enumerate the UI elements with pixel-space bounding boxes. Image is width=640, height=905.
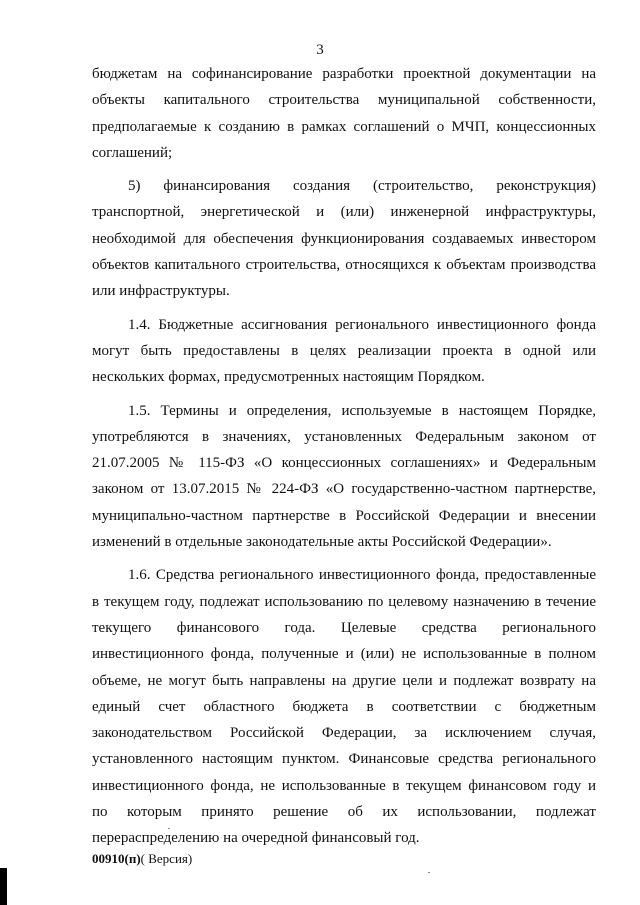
text-line: бюджетам на софинансирование разработки проектной документации на	[92, 66, 596, 82]
text-line: муниципально-частном партнерстве в Российской Федерации и внесении	[92, 507, 596, 524]
text-line: объеме, не могут быть направлены на другие цели и подлежат возврату на	[92, 672, 596, 689]
text-line: инвестиционного фонда, не использованные в текущем финансовом году и	[92, 777, 596, 794]
text-line: в текущем году, подлежат использованию по целевому назначению в течение	[92, 593, 596, 610]
text-line: или инфраструктуры.	[92, 283, 230, 300]
scan-speck	[168, 828, 170, 829]
text-line: инвестиционного фонда, полученные и (или) не использованные в полном	[92, 646, 596, 663]
paragraph-item-5	[92, 173, 596, 304]
text-line: 1.5. Термины и определения, используемые в настоящем Порядке,	[128, 402, 596, 419]
document-footer	[92, 851, 192, 867]
document-code: 00910(п)	[92, 851, 141, 866]
text-line: законом от 13.07.2015 № 224-ФЗ «О государственно-частном партнерстве,	[92, 481, 596, 498]
text-line: необходимой для обеспечения функционирования создаваемых инвестором	[92, 230, 596, 247]
text-line: 21.07.2005 № 115-ФЗ «О концессионных соглашениях» и Федеральным	[92, 455, 596, 472]
text-line: употребляются в значениях, установленных Федеральным законом от	[92, 428, 596, 445]
text-line: изменений в отдельные законодательные акты Российской Федерации».	[92, 534, 552, 551]
text-line: нескольких формах, предусмотренных настоящим Порядком.	[92, 369, 485, 386]
text-line: установленного настоящим пунктом. Финансовые средства регионального	[92, 751, 596, 768]
text-line: текущего финансового года. Целевые средства регионального	[92, 619, 596, 636]
paragraph-1-6	[92, 562, 596, 851]
text-line: по которым принято решение об их использовании, подлежат	[92, 804, 596, 821]
text-line: единый счет областного бюджета в соответствии с бюджетным	[92, 698, 596, 715]
text-line: объекты капитального строительства муниципальной собственности,	[92, 92, 596, 109]
text-line: транспортной, энергетической и (или) инженерной инфраструктуры,	[92, 204, 596, 221]
text-line: соглашений;	[92, 144, 173, 161]
page-number: 3	[316, 42, 324, 58]
text-line: 1.4. Бюджетные ассигнования регионального инвестиционного фонда	[128, 316, 596, 333]
text-line: 5) финансирования создания (строительство, реконструкция)	[128, 178, 596, 195]
scan-speck	[428, 872, 430, 873]
text-line: 1.6. Средства регионального инвестиционного фонда, предоставленные	[128, 567, 596, 584]
scan-margin-bar	[0, 868, 7, 905]
text-line: могут быть предоставлены в целях реализации проекта в одной или	[92, 342, 596, 359]
text-line: объектов капитального строительства, относящихся к объектам производства	[92, 257, 596, 274]
text-line: законодательством Российской Федерации, за исключением случая,	[92, 725, 596, 742]
paragraph-1-4	[92, 312, 596, 391]
text-line: предполагаемые к созданию в рамках соглашений о МЧП, концессионных	[92, 118, 596, 135]
text-line: перераспределению на очередной финансовый год.	[92, 830, 420, 847]
document-version: ( Версия)	[140, 851, 193, 866]
paragraph-1-5	[92, 398, 596, 556]
document-body	[92, 61, 596, 852]
paragraph-continuation	[92, 61, 596, 166]
